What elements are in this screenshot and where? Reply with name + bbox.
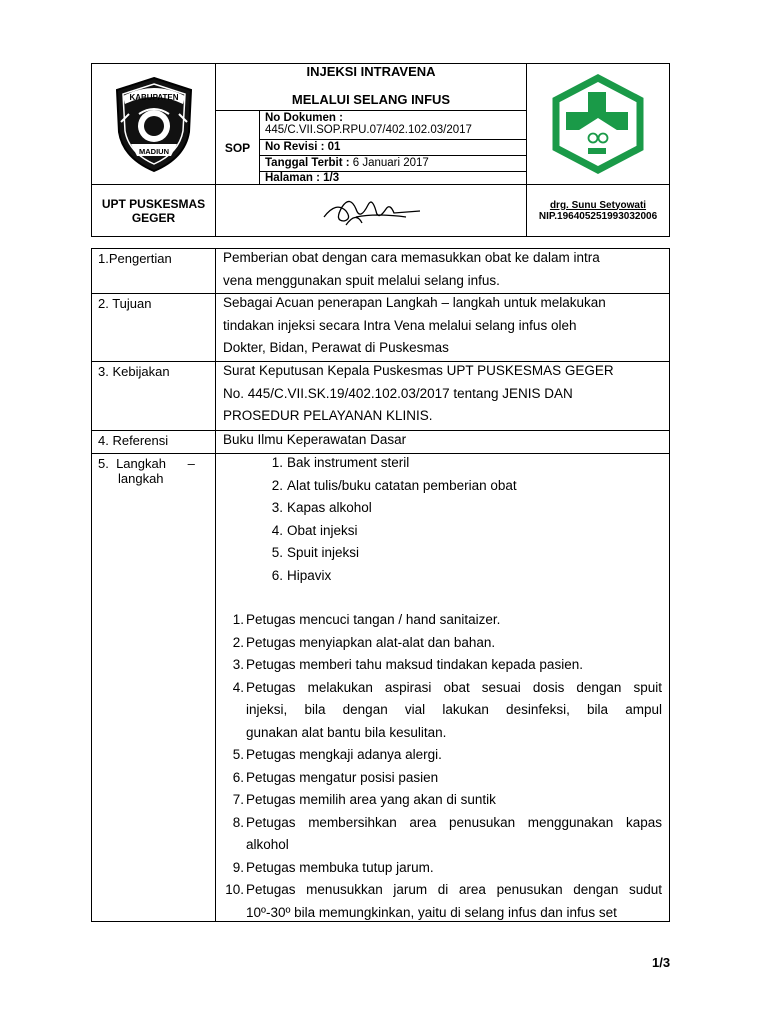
regency-logo-cell — [91, 63, 216, 185]
section-text-line: Sebagai Acuan penerapan Langkah – langkah untuk melakukan — [223, 295, 606, 310]
issued-date-label: Tanggal Terbit : — [265, 157, 350, 169]
institution-name: UPT PUSKESMAS GEGER — [91, 184, 216, 237]
tool-list-item: Bak instrument steril — [287, 455, 410, 470]
section-label-line-2: langkah — [118, 471, 164, 486]
step-text-line: Petugas memberi tahu maksud tindakan kepada pasien. — [246, 657, 583, 672]
section-text-line: No. 445/C.VII.SK.19/402.102.03/2017 tentang JENIS DAN — [223, 385, 573, 401]
tool-list-number: 1. — [271, 455, 283, 470]
step-number: 3. — [232, 657, 244, 672]
step-number: 4. — [232, 679, 244, 695]
document-title-cell — [215, 63, 527, 111]
signer-name: drg. Sunu Setyowati — [549, 199, 647, 211]
section-text-line: Pemberian obat dengan cara memasukkan obat ke dalam intra — [223, 250, 600, 265]
section-label: 3. Kebijakan — [92, 362, 216, 430]
step-text-line: Petugas mencuci tangan / hand sanitaizer. — [246, 612, 501, 627]
step-number: 6. — [232, 769, 244, 785]
section-text-line: tindakan injeksi secara Intra Vena melalui selang infus oleh — [223, 317, 577, 333]
step-text-line: Petugas menusukkan jarum di area penusukan dengan sudut — [246, 882, 662, 897]
issued-date-value: 6 Januari 2017 — [349, 157, 429, 169]
step-number: 5. — [232, 747, 244, 762]
section-label: 2. Tujuan — [92, 294, 216, 361]
section-text-line: vena menggunakan spuit melalui selang infus. — [223, 272, 500, 288]
step-number: 1. — [232, 612, 244, 627]
section-langkah — [91, 453, 670, 922]
sop-label: SOP — [215, 110, 260, 185]
madiun-regency-emblem-icon — [109, 74, 199, 174]
tool-list-number: 3. — [271, 500, 283, 515]
logo-text-bottom: MADIUN — [138, 147, 169, 156]
tool-list-number: 2. — [271, 477, 283, 493]
tool-list-item: Obat injeksi — [287, 522, 358, 538]
section-text-line: Surat Keputusan Kepala Puskesmas UPT PUSKESMAS GEGER — [223, 363, 614, 378]
section-label-line-1: 5. Langkah – — [98, 456, 195, 471]
step-text-line: Petugas melakukan aspirasi obat sesuai dosis dengan spuit — [246, 679, 662, 695]
step-number: 9. — [232, 859, 244, 875]
logo-text-top: KABUPATEN — [128, 93, 179, 102]
signer-cell — [526, 184, 670, 237]
step-text-line: Petugas memilih area yang akan di suntik — [246, 792, 496, 807]
section-text-line: Buku Ilmu Keperawatan Dasar — [223, 432, 407, 447]
title-line-1: INJEKSI INTRAVENA — [306, 64, 436, 79]
section-kebijakan — [91, 361, 670, 431]
section-text-line: PROSEDUR PELAYANAN KLINIS. — [223, 408, 433, 423]
page-count: Halaman : 1/3 — [265, 172, 340, 184]
step-text-line: gunakan alat bantu bila kesulitan. — [246, 724, 447, 740]
tool-list-item: Hipavix — [287, 567, 332, 583]
tool-list-item: Kapas alkohol — [287, 500, 372, 515]
step-number: 10. — [225, 882, 244, 897]
revision-number: No Revisi : 01 — [260, 140, 526, 156]
doc-number-value: 445/C.VII.SOP.RPU.07/402.102.03/2017 — [265, 124, 472, 136]
step-number: 7. — [232, 792, 244, 807]
step-number: 8. — [232, 814, 244, 830]
tool-list-number: 5. — [271, 545, 283, 560]
tool-list-item: Spuit injeksi — [287, 545, 360, 560]
tool-list-number: 4. — [271, 522, 283, 538]
step-text-line: Petugas membersihkan area penusukan menggunakan kapas — [246, 814, 662, 830]
step-text-line: Petugas membuka tutup jarum. — [246, 859, 434, 875]
section-label: 1.Pengertian — [92, 249, 216, 293]
tool-list-item: Alat tulis/buku catatan pemberian obat — [287, 477, 517, 493]
doc-number-label: No Dokumen : — [265, 112, 343, 124]
section-label — [92, 454, 216, 921]
page-number: 1/3 — [652, 955, 671, 970]
section-referensi — [91, 430, 670, 454]
puskesmas-logo-cell — [526, 63, 670, 185]
signer-nip: NIP.196405251993032006 — [538, 210, 658, 222]
step-text-line: Petugas mengkaji adanya alergi. — [246, 747, 442, 762]
section-tujuan — [91, 293, 670, 362]
section-label: 4. Referensi — [92, 431, 216, 453]
step-text-line: Petugas menyiapkan alat-alat dan bahan. — [246, 634, 496, 650]
section-text-line: Dokter, Bidan, Perawat di Puskesmas — [223, 340, 449, 355]
signature-cell — [215, 184, 527, 237]
step-text-line: alkohol — [246, 837, 289, 852]
signature-image — [316, 191, 426, 231]
section-pengertian — [91, 248, 670, 294]
step-number: 2. — [232, 634, 244, 650]
puskesmas-logo-icon — [548, 74, 648, 174]
step-text-line: Petugas mengatur posisi pasien — [246, 769, 439, 785]
title-line-2: MELALUI SELANG INFUS — [291, 92, 451, 107]
tool-list-number: 6. — [271, 567, 283, 583]
step-text-line: 10º-30º bila memungkinkan, yaitu di selang infus dan infus set — [246, 904, 617, 920]
step-text-line: injeksi, bila dengan vial lakukan desinfeksi, bila ampul — [246, 702, 662, 717]
document-meta-cell — [259, 110, 527, 185]
